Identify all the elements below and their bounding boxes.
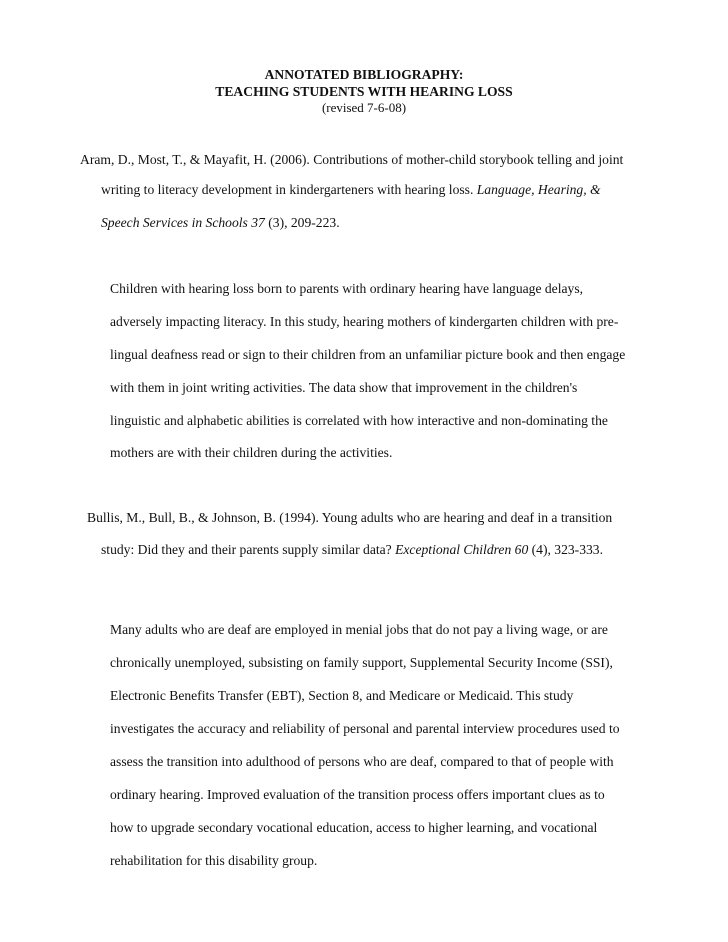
journal-title: Exceptional Children 60 [395,542,529,557]
annotation-line: linguistic and alphabetic abilities is correlated with how interactive and non-dominating the [110,413,608,428]
citation-line: Bullis, M., Bull, B., & Johnson, B. (1994). Young adults who are hearing and deaf in a transition [87,510,613,525]
annotation-line: chronically unemployed, subsisting on family support, Supplemental Security Income (SSI), [110,655,613,670]
annotation-line: rehabilitation for this disability group. [110,853,318,868]
annotation-line: assess the transition into adulthood of persons who are deaf, compared to that of people with [110,754,614,769]
citation-text: writing to literacy development in kindergarteners with hearing loss. [101,182,477,197]
annotation-line: ordinary hearing. Improved evaluation of the transition process offers important clues as to [110,787,605,802]
annotation-line: how to upgrade secondary vocational education, access to higher learning, and vocational [110,820,598,835]
journal-title: Language, Hearing, & [476,182,601,197]
annotation-line: Electronic Benefits Transfer (EBT), Section 8, and Medicare or Medicaid. This study [110,688,574,703]
title-line-1: ANNOTATED BIBLIOGRAPHY: [264,67,464,82]
annotation-line: lingual deafness read or sign to their children from an unfamiliar picture book and then engage [110,347,626,362]
citation-line [101,181,601,199]
journal-title: Speech Services in Schools 37 [101,215,265,230]
citation-line [101,214,340,232]
annotation-line: mothers are with their children during the activities. [110,445,393,460]
annotation-line: adversely impacting literacy. In this study, hearing mothers of kindergarten children with pre- [110,314,619,329]
citation-line [101,541,603,559]
title-line-2: TEACHING STUDENTS WITH HEARING LOSS [215,83,513,99]
annotation-line: Many adults who are deaf are employed in menial jobs that do not pay a living wage, or are [110,622,608,637]
annotation-line: with them in joint writing activities. The data show that improvement in the children's [110,380,578,395]
document-header [0,67,728,117]
citation-text: study: Did they and their parents supply similar data? [101,542,396,557]
citation-text: (3), 209-223. [264,215,340,230]
annotation-line: investigates the accuracy and reliability of personal and parental interview procedures used to [110,721,620,736]
citation-text: (4), 323-333. [528,542,604,557]
revision-note: (revised 7-6-08) [321,100,407,115]
annotation-line: Children with hearing loss born to parents with ordinary hearing have language delays, [110,281,584,296]
citation-line: Aram, D., Most, T., & Mayafit, H. (2006). Contributions of mother-child storybook telling and joint [80,152,624,167]
